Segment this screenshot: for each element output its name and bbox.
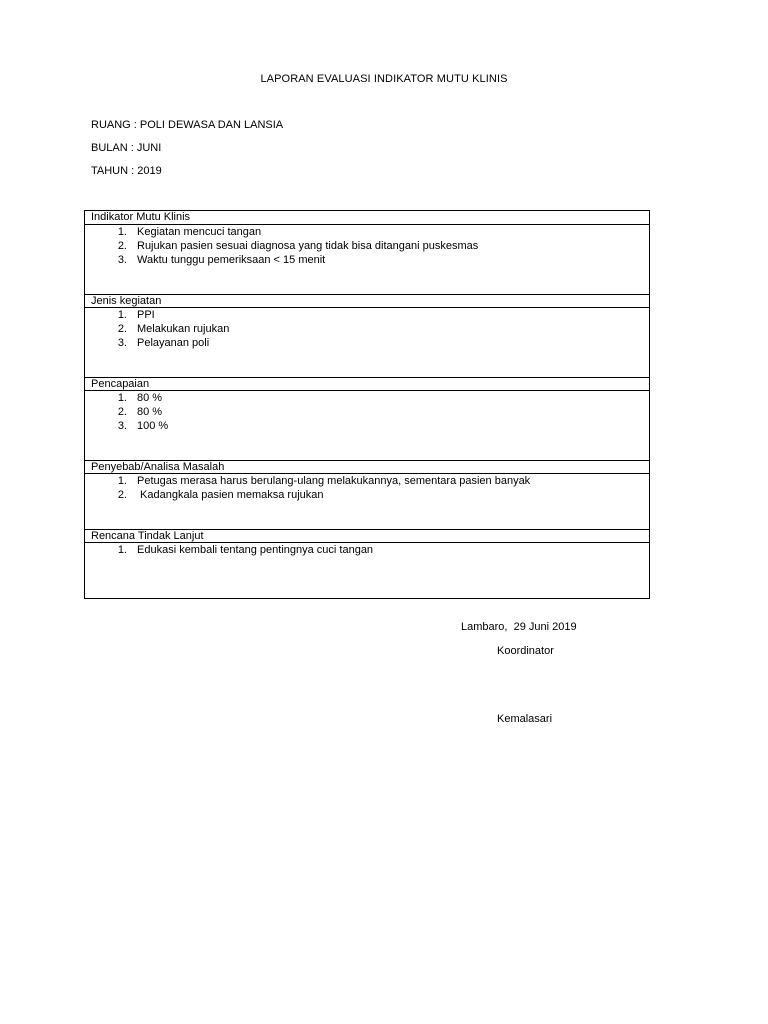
list-item: 2. 80 % xyxy=(117,406,163,418)
list-item: 1. Kegiatan mencuci tangan xyxy=(117,226,262,238)
list-item: 2. Rujukan pasien sesuai diagnosa yang tidak bisa ditangani puskesmas xyxy=(117,240,479,252)
list-item: 3. Waktu tunggu pemeriksaan < 15 menit xyxy=(117,254,326,266)
signature-name: Kemalasari xyxy=(497,713,553,725)
section-header-jenis xyxy=(85,294,649,308)
list-item: 2. Melakukan rujukan xyxy=(117,323,230,335)
document-title: LAPORAN EVALUASI INDIKATOR MUTU KLINIS xyxy=(260,73,508,85)
section-header-label: Penyebab/Analisa Masalah xyxy=(91,461,225,473)
meta-tahun: TAHUN : 2019 xyxy=(91,165,162,177)
list-item: 3. 100 % xyxy=(117,420,169,432)
signature-role: Koordinator xyxy=(497,645,554,657)
section-header-label: Indikator Mutu Klinis xyxy=(91,211,191,223)
list-item: 1. 80 % xyxy=(117,392,163,404)
section-header-label: Jenis kegiatan xyxy=(91,295,162,307)
section-header-rencana xyxy=(85,529,649,543)
section-header-indikator xyxy=(85,211,649,225)
list-item: 1. Petugas merasa harus berulang-ulang melakukannya, sementara pasien banyak xyxy=(117,475,531,487)
section-header-label: Pencapaian xyxy=(91,378,150,390)
list-item: 3. Pelayanan poli xyxy=(117,337,210,349)
list-item: 1. Edukasi kembali tentang pentingnya cuci tangan xyxy=(117,544,374,556)
list-item: 1. PPI xyxy=(117,309,155,321)
signature-place-date: Lambaro, 29 Juni 2019 xyxy=(461,621,577,633)
evaluation-table xyxy=(84,210,650,599)
meta-bulan: BULAN : JUNI xyxy=(91,142,162,154)
meta-ruang: RUANG : POLI DEWASA DAN LANSIA xyxy=(91,119,284,131)
section-header-penyebab xyxy=(85,460,649,474)
section-header-pencapaian xyxy=(85,377,649,391)
section-header-label: Rencana Tindak Lanjut xyxy=(91,530,204,542)
list-item: 2. Kadangkala pasien memaksa rujukan xyxy=(117,489,324,501)
